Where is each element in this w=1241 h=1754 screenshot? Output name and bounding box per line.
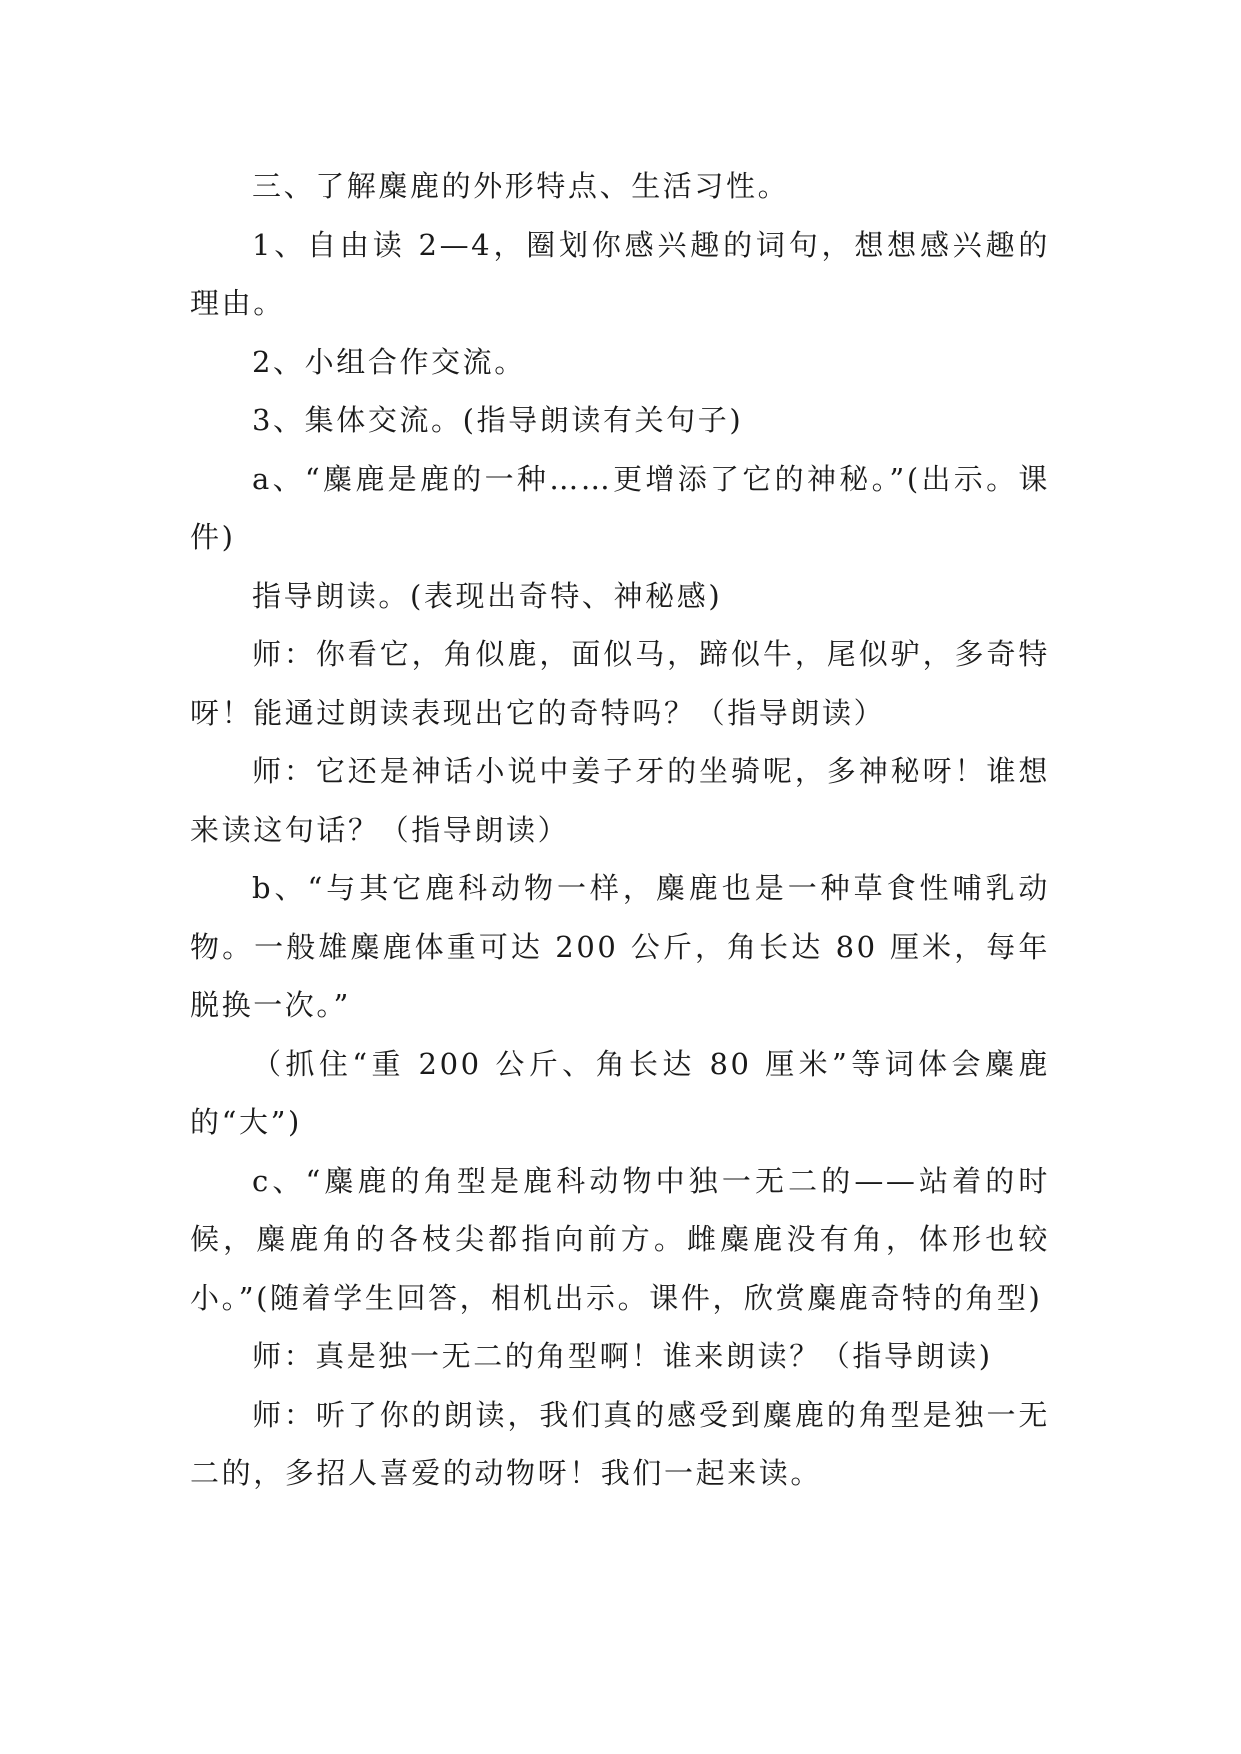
paragraph: c、“麋鹿的角型是鹿科动物中独一无二的——站着的时候，麋鹿角的各枝尖都指向前方。雌麋鹿没有角，体形也较小。”(随着学生回答，相机出示。课件，欣赏麋鹿奇特的角型) [190,1163,1050,1315]
paragraph: 指导朗读。(表现出奇特、神秘感) [252,578,723,613]
section-heading: 三、了解麋鹿的外形特点、生活习性。 [252,169,790,203]
paragraph: 2、小组合作交流。 [252,344,526,379]
document-body [190,157,1050,1503]
paragraph: 师：听了你的朗读，我们真的感受到麋鹿的角型是独一无二的，多招人喜爱的动物呀！我们一起来读。 [190,1397,1050,1490]
paragraph: 师：你看它，角似鹿，面似马，蹄似牛，尾似驴，多奇特呀！能通过朗读表现出它的奇特吗？（指导朗读） [190,637,1050,730]
paragraph: b、“与其它鹿科动物一样，麋鹿也是一种草食性哺乳动物。一般雄麋鹿体重可达 200 公斤，角长达 80 厘米，每年脱换一次。” [190,871,1050,1022]
paragraph: 师：它还是神话小说中姜子牙的坐骑呢，多神秘呀！谁想来读这句话？（指导朗读） [190,754,1050,847]
paragraph: 师：真是独一无二的角型啊！谁来朗读？（指导朗读) [252,1339,993,1373]
paragraph: 1、自由读 2—4，圈划你感兴趣的词句，想想感兴趣的理由。 [190,227,1050,320]
paragraph: （抓住“重 200 公斤、角长达 80 厘米”等词体会麋鹿的“大”) [190,1046,1050,1139]
paragraph: a、“麋鹿是鹿的一种……更增添了它的神秘。”(出示。课件) [190,461,1050,554]
paragraph: 3、集体交流。(指导朗读有关句子) [252,403,744,437]
